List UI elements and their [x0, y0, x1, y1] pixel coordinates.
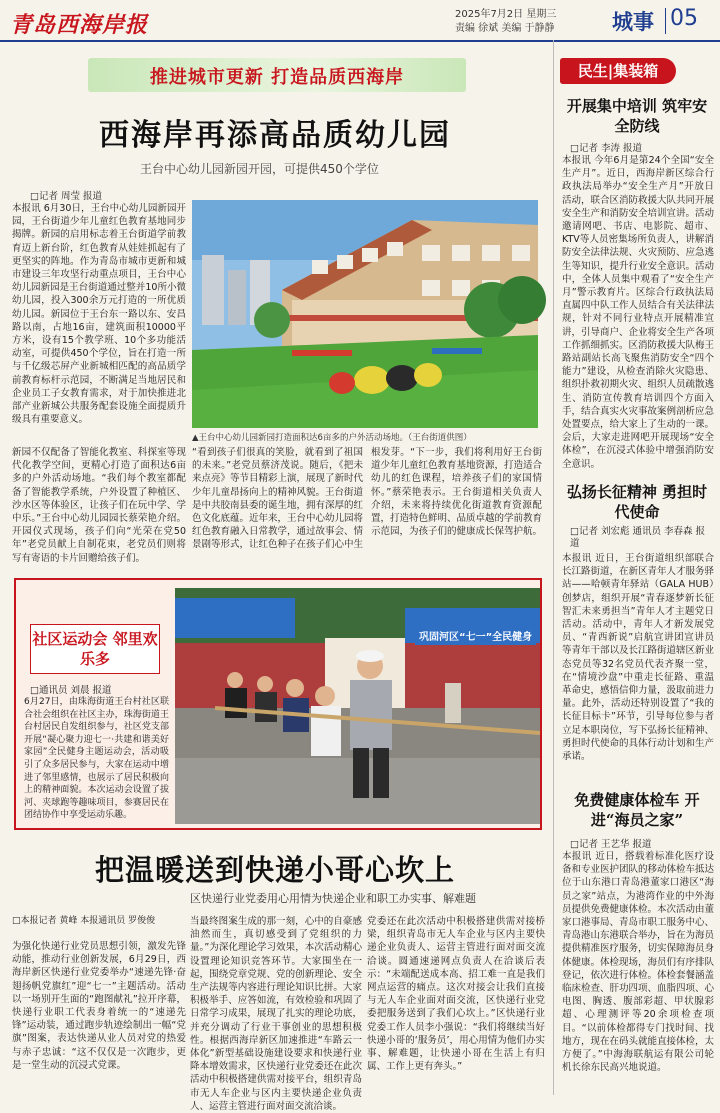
story3-headline: 把温暖送到快递小哥心坎上 [94, 853, 455, 887]
right-s2-byline: □记者 刘宏彪 通讯员 李春森 报道 [570, 526, 706, 549]
story3-subtitle: 区快递行业党委用心用情为快递企业和职工办实事、解难题 [190, 892, 476, 905]
right-s3-body: 本报讯 近日，搭载着标准化医疗设备和专业医护团队的移动体检车抵达位于山东港口青岛港董家口港区“海员之家”站点，为港湾作业的中外海员提供免费健康体检。本次活动由董家口港事局、青岛市职工服务中心、青岛港山东港联合举办，旨在为海员提供精准医疗服务，切实保障海员身体健康。体检现场，海员们有序排队登记，依次进行体检。体检套餐涵盖临床检查、肝功四项、血脂四项、心电图、胸透、腹部彩超、甲状腺彩超、心理测评等20余项检查项目。“以前体检都得专门找时间、找地方，现在在码头就能直接体检，太方便了。”中海海联航运有限公司轮机长徐东民高兴地说道。 [562, 851, 715, 1074]
tug-of-war-photo [175, 588, 540, 824]
event-sign: 巩固河区“七一”全民健身 [415, 626, 536, 645]
editors-line: 责编 徐斌 美编 于静静 [455, 23, 555, 34]
right-s1-byline: □记者 李涛 报道 [570, 143, 643, 154]
story2-body: 6月27日，由珠海街道王台村社区联合社会组织在社区主办，珠海街道王台村居民自发组织参与，社区党支部开展“凝心聚力迎七一·共建和谐美好家园”全民健身主题运动会，活动吸引了众多居民参与，大家在运动中增进了邻里感情，也展示了居民积极向上的精神面貌。本次运动会设置了拔河、夹球跑等趣味项目，参赛居民在团结协作中享受运动乐趣。 [24, 697, 169, 821]
story3-col3: 党委还在此次活动中积极搭建供需对接桥梁，组织青岛市无人车企业与区内主要快递企业负责人、运营主管进行面对面交流洽谈。圆通速递网点负责人在洽谈后表示：“未端配送成本高、招工难一直是我们网点运营的痛点。这次对接会让我们直接与无人车企业面对面交流，区快递行业党委把服务送到了我们心坎上。”区快递行业党委工作人员李小强说：“我们将继续当好快递小哥的‘服务员’，用心用情为他们办实事、解难题，让快递小哥在生活上有归属、工作上更有奔头。” [367, 916, 545, 1073]
right-s2-body: 本报讯 近日，王台街道组织部联合长江路街道，在新区青年人才服务驿站——哈顿青年驿站（GALA HUB）创梦店，组织开展“青春逐梦新长征 智汇未来勇担当”青年人才主题党日活动。活动中，青年人才新发展党员、“青西新说”启航宣讲团宣讲员等青年干部以及长江路街道辖区新业态党员等32名党员代表齐聚一堂，在“情境沙盘”中重走长征路、重温革命史，感悟信仰力量，汲取前进力量。此外，活动还特别设置了“我的长征目标卡”环节，引导每位参与者立足本职岗位，写下弘扬长征精神、勇担时代使命的具体行动计划和生产承诺。 [562, 553, 715, 763]
story2-headline: 社区运动会 邻里欢乐多 [30, 624, 160, 674]
right-s3-byline: □记者 王艺华 报道 [570, 839, 652, 850]
topic-banner [88, 58, 466, 92]
page-number: 05 [670, 6, 698, 31]
story1-col2: “看到孩子们很真的笑脸，就看到了祖国的未来。”老党员蔡济茂说。随后，《把未来点亮》等节目精彩上演，展现了新时代少年儿童昂扬向上的精神风貌。王台街道是中共胶南县委的诞生地，拥有深厚的红色文化底蕴。近年来，王台中心幼儿园将红色教育融入日常教学，通过故事会、情景剧等形式，让红色种子在孩子们心中生根发芽。“下一步，我们将利用好王台街道少年儿童红色教育基地资源，打造适合幼儿的红色课程，培养孩子们的家国情怀。”蔡荣艳表示。王台街道相关负责人介绍，未来将持续优化街道教育资源配置，打造特色鲜明、品质卓越的学前教育示范园，为孩子们的健康成长保驾护航。 [192, 447, 543, 551]
story3-byline: □本报记者 黄峰 本报通讯员 罗俊俊 [12, 916, 156, 926]
story1-subtitle: 王台中心幼儿园新园开园，可提供450个学位 [140, 162, 379, 176]
tug-of-war-illustration [175, 588, 540, 824]
masthead-logo: 青岛西海岸报 [10, 12, 149, 38]
story1-headline: 西海岸再添高品质幼儿园 [99, 118, 451, 153]
right-s1-headline: 开展集中培训 筑牢安全防线 [566, 97, 708, 135]
section-divider [665, 8, 666, 34]
story3-col1: 为强化快递行业党员思想引领，激发先锋动能，推动行业创新发展，6月29日，西海岸新区快递行业党委举办“速递先锋·奋翅扬帆党旗红”迎“七一”主题活动。活动以一场别开生面的“跑图献礼”拉开序幕，快递行业职工代表身着统一的“速递先锋”运动装，通过跑步轨迹绘制出一幅“党旗”图案，表达快递从业人员对党的热爱与赤子忠诚：“这不仅仅是一次跑步，更是一堂生动的沉浸式党课。 [12, 941, 186, 1071]
story1-byline: □记者 周莹 报道 [30, 191, 103, 202]
right-s3-headline: 免费健康体检车 开进“海员之家” [574, 791, 700, 829]
kindergarten-illustration [192, 200, 538, 428]
story1-col1: 本报讯 6月30日，王台中心幼儿园新园开园，王台街道少年儿童红色教育基地同步揭牌。新园的启用标志着王台街道学前教育迈上新台阶，红色教育从娃娃抓起有了更坚实的阵地。作为青岛市城市更新和城市建设三年攻坚行动重点项目，王台中心幼儿园新园是王台街道通过整并10所小微幼儿园，投入300余万元打造的一所优质幼儿园。新园位于王台东一路以东、安昌路以南，占地16亩，建筑面积10000平方米，设有15个教学班、10个多功能活动室，可提供450个学位，旨在打造一所与千亿级芯屏产业新城相匹配的高品质学前教育标杆示范园，不断满足当地居民和企业员工子女教育需求，对于加快推进北部产业新城公共服务配套设施全面提质升级具有重要意义。 [12, 203, 186, 426]
right-s1-body: 本报讯 今年6月是第24个全国“安全生产月”。近日，西海岸新区综合行政执法局举办“安全生产月”开放日活动，联合区消防救援大队共同开展安全生产和消防安全培训宣讲。活动邀请网吧、书店、电影院、超市、KTV等人员密集场所负责人，讲解消防安全法律法规、火灾预防、应急逃生等知识，提升行业安全意识。活动中，全体人员集中观看了“安全生产月”警示教育片。区综合行政执法局直属四中队工作人员结合有关法律法规，针对不同行业特点开展精准宣讲，引导商户、企业将安全生产各项工作抓细抓实。区消防救援大队梅王路站副站长高飞聚焦消防安全“四个能力”建设，从检查消除火灾隐患、组织扑救初期火灾、组织人员疏散逃生、消防宣传教育培训四个方面入手，结合真实火灾事故案例剖析应急处置要点，给大家上了生动的一课。会后，大家走进网吧开展现场“安全体检”，在沉浸式体验中增强消防安全意识。 [562, 155, 715, 470]
banner-text: 推进城市更新 打造品质西海岸 [149, 67, 405, 88]
kindergarten-photo [192, 200, 538, 428]
header-meta [455, 8, 556, 36]
date-line: 2025年7月2日 星期三 [455, 9, 557, 20]
column-label: 民生|集装箱 [560, 58, 676, 84]
photo1-caption: ▲王台中心幼儿园新园打造面积达6亩多的户外活动场地。（王台街道供图） [192, 433, 472, 443]
section-title: 城事 [612, 10, 654, 34]
right-s2-headline: 弘扬长征精神 勇担时代使命 [566, 483, 708, 521]
story1-col1b: 新园不仅配备了智能化教室、科探室等现代化教学空间，更精心打造了面积达6亩多的户外活动场地。“我们每个教室都配备了智能教学系统，户外设置了种植区、沙水区等体验区，让孩子们在玩中学、学中乐。”王台中心幼儿园园长蔡荣艳介绍。开园仪式现场，孩子们向“光荣在党50年”老党员献上自制花束，老党员们则将写有寄语的卡片回赠给孩子们。 [12, 447, 186, 564]
story3-col2: 当最终图案生成的那一刻，心中的自豪感油然而生，真切感受到了党组织的力量。”为深化理论学习效果，本次活动精心设置理论知识竞答环节。大家围坐在一起，围绕党章党规、党的创新理论、安全生产法规等内容进行理论知识比拼。大家积极举手、应答如流，有效检验和巩固了日常学习成果，展现了扎实的理论功底，并充分调动了行业干事创业的思想积极性。根据西海岸新区加速推进“车路云一体化”新型基础设施建设要求和快递行业降本增效需求，区快递行业党委还在此次活动中积极搭建供需对接平台，组织青岛市无人车企业与区内主要快递企业负责人、运营主管进行面对面交流洽谈。 [190, 916, 362, 1112]
story2-byline: □通讯员 刘晨 报道 [30, 685, 112, 696]
